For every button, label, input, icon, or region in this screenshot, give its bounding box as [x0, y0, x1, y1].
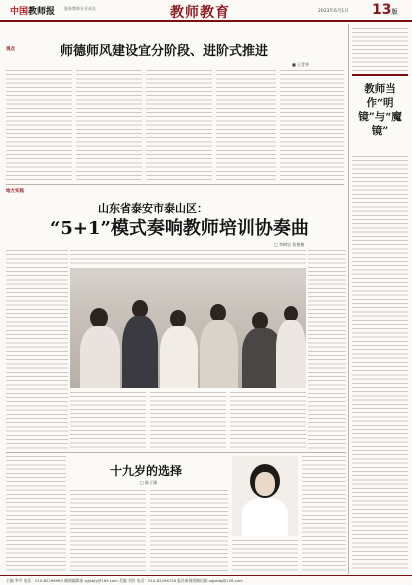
- sidebar-intro-text: [352, 28, 408, 72]
- issue-date: 2023年6月1日: [318, 9, 349, 14]
- article3-title: 十九岁的选择: [110, 464, 183, 478]
- article1-column-3: [146, 70, 212, 180]
- article1-column-2: [76, 70, 142, 180]
- article1-tag: 观点: [6, 47, 15, 52]
- page-footer: 主编 李平 电话：010-82296983 邮箱编辑部 zgjsbjy@163.com 美编 刘洋 电话：010-82296726 报社新闻投稿信箱 zgjsbtg@126.com: [0, 575, 412, 585]
- article2-column-3: [150, 392, 226, 450]
- masthead-motto: 服务教师专业成长: [64, 6, 96, 11]
- newspaper-logo: 中国教师报: [10, 7, 56, 17]
- article1-column-5: [280, 70, 344, 180]
- article1-column-1: [6, 70, 72, 180]
- article2-byline: □ 李树岩 张艳梅: [274, 242, 305, 247]
- article2-kicker: 山东省泰安市泰山区：: [98, 202, 208, 215]
- classroom-photo: [70, 268, 306, 388]
- sidebar-title: 教师当作“明镜”与“魔镜”: [358, 83, 402, 137]
- article2-column-2: [70, 392, 146, 450]
- article3-column-4: [232, 540, 298, 572]
- divider: [6, 184, 344, 185]
- article1-byline: ■ 王青华: [292, 62, 310, 67]
- article2-column-right: [308, 250, 346, 450]
- section-title: 教师教育: [170, 5, 230, 21]
- author-portrait: [232, 456, 298, 536]
- article2-title: “5+1”模式奏响教师培训协奏曲: [50, 218, 309, 239]
- article3-column-1: [6, 456, 66, 572]
- article1-title: 师德师风建设宜分阶段、进阶式推进: [60, 44, 269, 59]
- page-number: 13版: [372, 2, 398, 18]
- sidebar-column-text: [352, 156, 408, 572]
- article1-column-4: [216, 70, 276, 180]
- article2-tag: 地方实践: [6, 189, 24, 194]
- article3-column-2: [70, 490, 146, 572]
- article3-column-5: [302, 456, 346, 572]
- article2-intro: [70, 250, 306, 264]
- article3-column-3: [150, 490, 228, 572]
- article2-column-4: [230, 392, 306, 450]
- article3-byline: □ 陈子涵: [140, 480, 158, 485]
- divider: [6, 452, 346, 453]
- sidebar-rule: [352, 74, 408, 76]
- article2-column-1: [6, 250, 68, 450]
- sidebar-divider: [348, 24, 349, 574]
